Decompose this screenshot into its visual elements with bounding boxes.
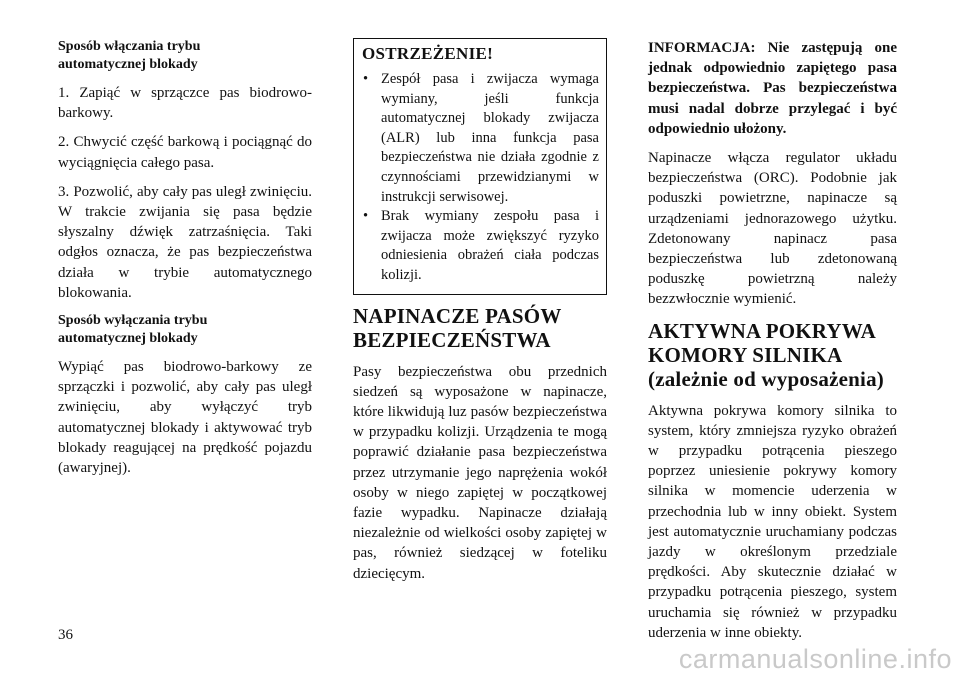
warning-text: Zespół pasa i zwijacza wymaga wymiany, jeśli funkcja automatycznej blokady zwijacza (ALR) lub inna funkcja pasa bezpieczeństwa nie działa zgodnie z czynnościami przewidzianymi w instrukcji serwisowej.	[381, 71, 599, 205]
right-column	[648, 38, 897, 652]
heading-disable-auto-lock	[58, 312, 312, 348]
warning-item	[360, 207, 599, 285]
pretensioners-paragraph: Pasy bezpieczeństwa obu przednich siedzeń są wyposażone w napinacze, które likwidują luz pasów bezpieczeństwa w przypadku kolizji. Urządzenia te mogą poprawić działanie pasa bezpieczeństwa przez utrzymanie jego naprężenia wokół osoby w niego zapiętej w początkowej fazie wypadku. Napinacze działają niezależnie od wielkości osoby zapiętej w pas, również siedzącej w foteliku dziecięcym.	[353, 363, 607, 582]
watermark: carmanualsonline.info	[678, 644, 952, 674]
bullet-icon: •	[363, 71, 369, 87]
title-line: KOMORY SILNIKA	[648, 342, 843, 367]
active-hood-paragraph: Aktywna pokrywa komory silnika to system, który zmniejsza ryzyko obrażeń w przypadku potrącenia pieszego poprzez uniesienie pokrywy komory silnika w momencie uderzenia w przechodnia lub w inny obiekt. System jest automatycznie uruchamiany podczas jazdy w określonym przedziale prędkości. Aby skutecznie działać w przypadku potrącenia pieszego, system uruchamia się również w przypadku uderzenia w inne obiekty.	[648, 402, 897, 641]
title-line: (zależnie od wyposażenia)	[648, 366, 884, 391]
left-column	[58, 38, 312, 487]
warning-box	[353, 38, 607, 295]
heading-line: Sposób wyłączania trybu	[58, 313, 208, 329]
heading-enable-auto-lock	[58, 38, 312, 74]
section-title-active-hood	[648, 319, 897, 391]
step-3: 3. Pozwolić, aby cały pas uległ zwinięciu. W trakcie zwijania się pasa będzie słyszalny dźwięk zatrzaśnięcia. Taki odgłos oznacza, że pas bezpieczeństwa działa w trybie automatycznego blokowania.	[58, 183, 312, 301]
warning-text: Brak wymiany zespołu pasa i zwijacza może zwiększyć ryzyko odniesienia obrażeń ciała podczas kolizji.	[381, 208, 599, 283]
title-line: BEZPIECZEŃSTWA	[353, 327, 551, 352]
warning-list	[360, 70, 599, 286]
heading-line: automatycznej blokady	[58, 57, 198, 72]
section-title-pretensioners	[353, 304, 607, 352]
orc-paragraph: Napinacze włącza regulator układu bezpieczeństwa (ORC). Podobnie jak poduszki powietrzne, napinacze są urządzeniami jednorazowego użytku. Zdetonowany napinacz pasa bezpieczeństwa lub zdetonowaną poduszkę powietrzną należy bezzwłocznie wymienić.	[648, 150, 897, 308]
heading-line: automatycznej blokady	[58, 331, 198, 347]
middle-column	[353, 38, 607, 593]
bullet-icon: •	[363, 208, 369, 225]
step-1: 1. Zapiąć w sprzączce pas biodrowo-barkowy.	[58, 85, 312, 122]
page-number: 36	[58, 627, 73, 643]
heading-line: Sposób włączania trybu	[58, 39, 201, 54]
warning-title: OSTRZEŻENIE!	[362, 44, 494, 63]
disable-paragraph: Wypiąć pas biodrowo-barkowy ze sprzączki i pozwolić, aby cały pas uległ zwinięciu, aby wyłączyć tryb automatycznej blokady i aktywować tryb blokady reagującej na prędkość pojazdu (awaryjnej).	[58, 359, 312, 477]
warning-item	[360, 70, 599, 207]
info-note: INFORMACJA: Nie zastępują one jednak odpowiednio zapiętego pasa bezpieczeństwa. Pas bezpieczeństwa musi nadal dobrze przylegać i być odpowiednio ułożony.	[648, 40, 897, 137]
title-line: NAPINACZE PASÓW	[353, 303, 562, 328]
step-2: 2. Chwycić część barkową i pociągnąć do wyciągnięcia całego pasa.	[58, 134, 312, 171]
title-line: AKTYWNA POKRYWA	[648, 318, 877, 343]
